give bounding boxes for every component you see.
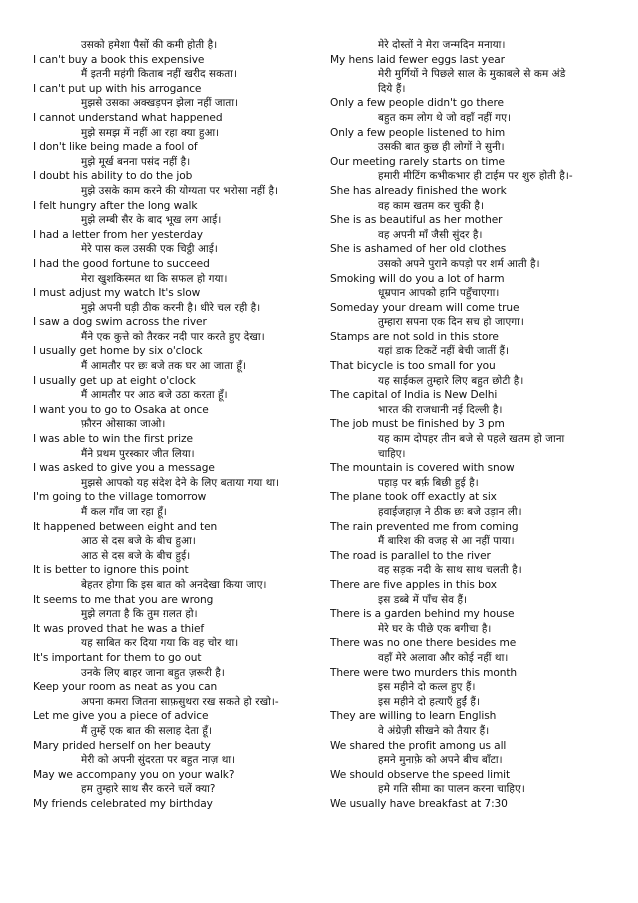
hindi-translation: तुम्हारा सपना एक दिन सच हो जाएगा। <box>378 316 524 329</box>
english-sentence: It was proved that he was a thief <box>33 622 205 635</box>
english-sentence: They are willing to learn English <box>330 710 497 723</box>
english-sentence: I was asked to give you a message <box>33 462 215 475</box>
english-sentence: My friends celebrated my birthday <box>33 797 213 810</box>
english-sentence: It happened between eight and ten <box>33 520 218 533</box>
hindi-translation: मैंने प्रथम पुरस्कार जीत लिया। <box>81 447 195 460</box>
hindi-translation: पहाड़ पर बर्फ़ बिछी हुई है। <box>378 476 479 489</box>
hindi-translation: हम तुम्हारे साथ सैर करने चलें क्या? <box>81 783 216 796</box>
english-sentence: I don't like being made a fool of <box>33 141 198 154</box>
english-sentence: We usually have breakfast at 7:30 <box>330 797 508 810</box>
english-sentence: I felt hungry after the long walk <box>33 199 198 212</box>
english-sentence: Let me give you a piece of advice <box>33 710 209 723</box>
hindi-translation: मुझसे आपको यह संदेश देने के लिए बताया गया था। <box>81 476 280 489</box>
hindi-translation: मुझे समझ में नहीं आ रहा क्या हुआ। <box>81 126 220 139</box>
english-sentence: I was able to win the first prize <box>33 433 193 446</box>
english-sentence: Someday your dream will come true <box>330 301 520 314</box>
english-sentence: It is better to ignore this point <box>33 564 189 577</box>
english-sentence: I can't buy a book this expensive <box>33 53 205 66</box>
hindi-translation: वहाँ मेरे अलावा और कोई नहीं था। <box>378 651 509 664</box>
english-sentence: I had the good fortune to succeed <box>33 257 210 270</box>
english-sentence: She is ashamed of her old clothes <box>330 243 507 256</box>
english-sentence: There is a garden behind my house <box>330 608 515 621</box>
english-sentence: There was no one there besides me <box>330 637 517 650</box>
hindi-translation: मुझे मूर्ख बनना पसंद नहीं है। <box>81 155 191 168</box>
hindi-translation: यह साईकल तुम्हारे लिए बहुत छोटी है। <box>378 374 524 387</box>
english-sentence: It seems to me that you are wrong <box>33 593 214 606</box>
hindi-translation: आठ से दस बजे के बीच हुई। <box>81 549 191 562</box>
english-sentence: I'm going to the village tomorrow <box>33 491 207 504</box>
hindi-translation: यह काम दोपहर तीन बजे से पहले खतम हो जाना <box>378 433 565 446</box>
hindi-translation: आठ से दस बजे के बीच हुआ। <box>81 535 196 548</box>
hindi-translation: हमने मुनाफ़े को अपने बीच बाँटा। <box>378 754 503 767</box>
hindi-translation: यहां डाक टिकटें नहीं बेची जातीं हैं। <box>378 345 510 358</box>
hindi-translation: मैं तुम्हें एक बात की सलाह देता हूँ। <box>81 724 213 737</box>
hindi-translation: मैं आमतौर पर आठ बजे उठा करता हूँ। <box>81 389 228 402</box>
hindi-translation: मेरे पास कल उसकी एक चिट्ठी आई। <box>81 243 218 256</box>
hindi-translation: फ़ौरन ओसाका जाओ। <box>81 418 166 431</box>
hindi-translation: इस डब्बे में पाँच सेव हैं। <box>378 593 468 606</box>
english-sentence: I usually get up at eight o'clock <box>33 374 196 387</box>
hindi-translation: उसको हमेशा पैसों की कमी होती है। <box>81 39 218 51</box>
hindi-translation: मुझसे उसका अक्खड़पन झेला नहीं जाता। <box>81 97 239 110</box>
hindi-translation: मेरी को अपनी सुंदरता पर बहुत नाज़ था। <box>81 754 236 767</box>
english-sentence: We shared the profit among us all <box>330 739 507 752</box>
hindi-translation: मैं इतनी महंगी किताब नहीं खरीद सकता। <box>81 68 237 81</box>
hindi-translation: वे अंग्रेज़ी सीखने को तैयार हैं। <box>378 724 490 737</box>
hindi-translation: बेहतर होगा कि इस बात को अनदेखा किया जाए। <box>81 578 267 591</box>
hindi-translation: मेरी मुर्गियों ने पिछले साल के मुकाबले से कम अंडे <box>378 68 566 81</box>
english-sentence: Our meeting rarely starts on time <box>330 155 505 168</box>
hindi-translation: भारत की राजधानी नई दिल्ली है। <box>378 403 503 416</box>
hindi-translation: हमे गति सीमा का पालन करना चाहिए। <box>378 783 525 796</box>
english-sentence: I want you to go to Osaka at once <box>33 403 209 416</box>
hindi-translation: दिये हैं। <box>378 82 406 95</box>
english-sentence: Keep your room as neat as you can <box>33 681 218 694</box>
english-sentence: I saw a dog swim across the river <box>33 316 207 329</box>
english-sentence: She has already finished the work <box>330 184 507 197</box>
english-sentence: She is as beautiful as her mother <box>330 214 503 227</box>
hindi-translation: मैं कल गाँव जा रहा हूँ। <box>81 506 167 518</box>
hindi-translation: इस महीने दो हत्याएँ हुईं हैं। <box>378 695 481 708</box>
english-sentence: We should observe the speed limit <box>330 768 511 781</box>
hindi-translation: हमारी मीटिंग कभीकभार ही टाईम पर शुरु होती है।- <box>378 170 573 183</box>
hindi-translation: बहुत कम लोग थे जो वहाँ नहीं गए। <box>378 111 512 124</box>
hindi-translation: अपना कमरा जितना साफ़सुथरा रख सकते हो रखो।- <box>81 695 279 708</box>
english-sentence: I doubt his ability to do the job <box>33 170 193 183</box>
english-sentence: There are five apples in this box <box>330 578 497 591</box>
hindi-translation: वह सड़क नदी के साथ साथ चलती है। <box>378 564 522 577</box>
english-sentence: I can't put up with his arrogance <box>33 82 202 95</box>
english-sentence: Mary prided herself on her beauty <box>33 739 211 752</box>
english-sentence: The capital of India is New Delhi <box>330 389 498 402</box>
hindi-translation: मेरे घर के पीछे एक बगीचा है। <box>378 622 492 635</box>
hindi-translation: मुझे अपनी घड़ी ठीक करनी है। धीरे चल रही है। <box>81 301 261 314</box>
english-sentence: Only a few people listened to him <box>330 126 506 139</box>
hindi-translation: मेरा खुशकिस्मत था कि सफल हो गया। <box>81 272 228 285</box>
hindi-translation: वह काम खतम कर चुकी है। <box>378 199 485 212</box>
english-sentence: Only a few people didn't go there <box>330 97 504 110</box>
hindi-translation: इस महीने दो कत्ल हुए हैं। <box>378 681 476 694</box>
hindi-translation: मैं बारिश की वजह से आ नहीं पाया। <box>378 535 515 548</box>
hindi-translation: वह अपनी माँ जैसी सुंदर है। <box>378 228 483 241</box>
english-sentence: I had a letter from her yesterday <box>33 228 203 241</box>
hindi-translation: चाहिए। <box>378 447 406 460</box>
english-sentence: I usually get home by six o'clock <box>33 345 203 358</box>
english-sentence: The job must be finished by 3 pm <box>330 418 505 431</box>
hindi-translation: उसकी बात कुछ ही लोगों ने सुनी। <box>378 141 505 154</box>
left-column <box>33 38 325 811</box>
hindi-translation: धूम्रपान आपको हानि पहुँचाएगा। <box>378 287 500 300</box>
hindi-translation: मेरे दोस्तों ने मेरा जन्मदिन मनाया। <box>378 39 506 51</box>
hindi-translation: मुझे लगता है कि तुम ग़लत हो। <box>81 608 198 621</box>
english-sentence: There were two murders this month <box>330 666 518 679</box>
english-sentence: May we accompany you on your walk? <box>33 768 235 781</box>
hindi-translation: मैं आमतौर पर छः बजे तक घर आ जाता हूँ। <box>81 360 246 373</box>
hindi-translation: यह साबित कर दिया गया कि वह चोर था। <box>81 637 239 650</box>
english-sentence: The rain prevented me from coming <box>330 520 519 533</box>
hindi-translation: मुझे उसके काम करने की योग्यता पर भरोसा नहीं है। <box>81 184 279 197</box>
english-sentence: My hens laid fewer eggs last year <box>330 53 505 66</box>
english-sentence: Smoking will do you a lot of harm <box>330 272 505 285</box>
english-sentence: That bicycle is too small for you <box>330 360 496 373</box>
hindi-translation: मैंने एक कुत्ते को तैरकर नदी पार करते हुए देखा। <box>81 330 265 343</box>
english-sentence: The plane took off exactly at six <box>330 491 497 504</box>
english-sentence: I must adjust my watch It's slow <box>33 287 201 300</box>
hindi-translation: हवाईजहाज़ ने ठीक छः बजे उड़ान ली। <box>378 506 522 518</box>
hindi-translation: उसको अपने पुराने कपड़ो पर शर्म आती है। <box>378 257 540 270</box>
english-sentence: It's important for them to go out <box>33 651 202 664</box>
english-sentence: The mountain is covered with snow <box>330 462 515 475</box>
english-sentence: Stamps are not sold in this store <box>330 330 499 343</box>
english-sentence: The road is parallel to the river <box>330 549 491 562</box>
hindi-translation: मुझे लम्बी सैर के बाद भूख लग आई। <box>81 214 222 227</box>
right-column <box>330 38 626 811</box>
hindi-translation: उनके लिए बाहर जाना बहुत ज़रूरी है। <box>81 666 225 679</box>
english-sentence: I cannot understand what happened <box>33 111 223 124</box>
